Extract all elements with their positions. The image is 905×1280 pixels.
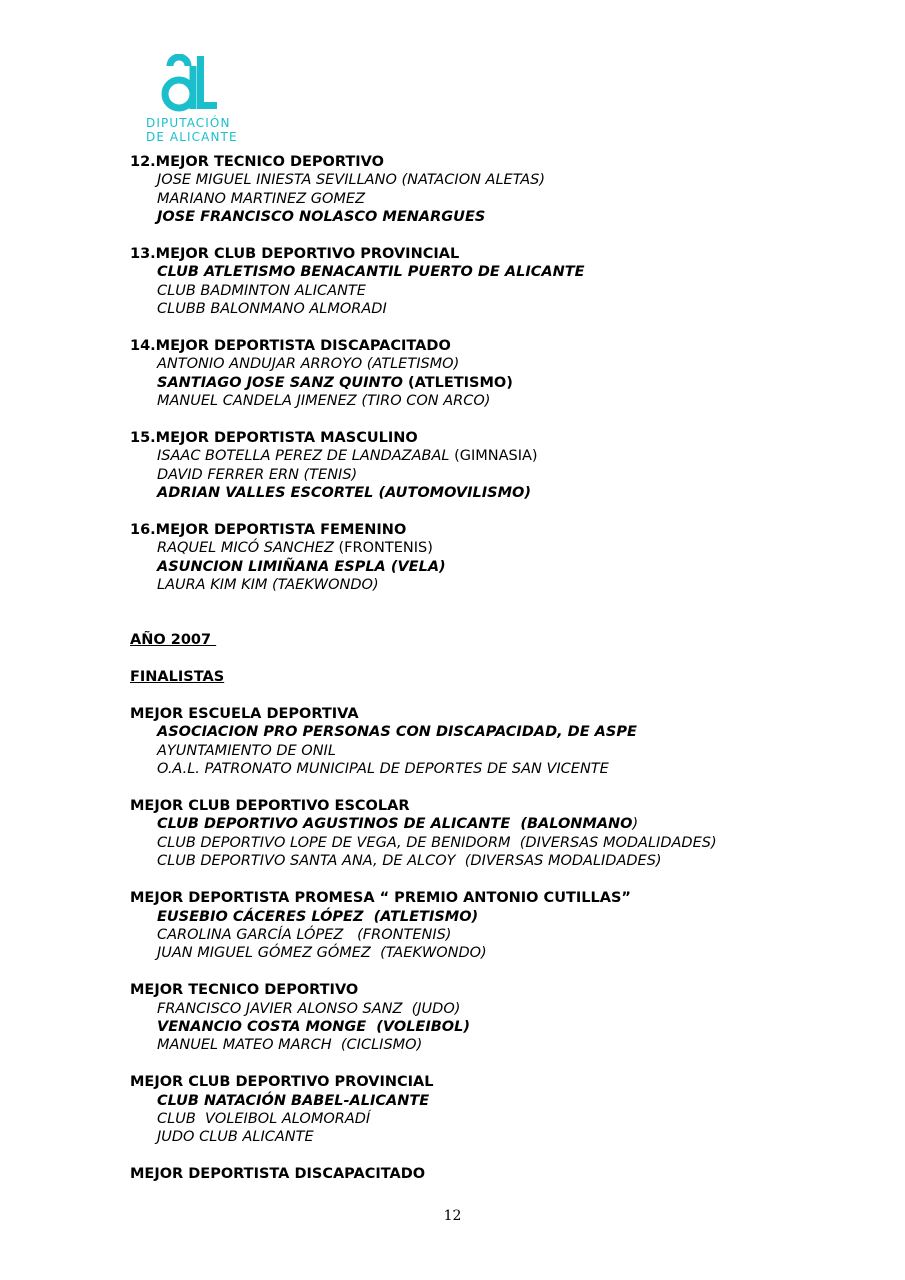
nominee-discipline: (FRONTENIS) — [333, 540, 433, 557]
nominee: LAURA KIM KIM (TAEKWONDO) — [157, 577, 379, 594]
nominee: MARIANO MARTINEZ GOMEZ — [157, 190, 366, 207]
category-heading: 12.MEJOR TECNICO DEPORTIVO — [130, 154, 384, 170]
category-heading: MEJOR CLUB DEPORTIVO ESCOLAR — [130, 798, 410, 815]
year-heading: AÑO 2007 — [130, 632, 217, 649]
nominee-discipline: (ATLETISMO) — [402, 374, 513, 391]
category-section — [130, 337, 870, 411]
category-section — [130, 1073, 870, 1147]
nominee-name: RAQUEL MICÓ SANCHEZ — [157, 540, 334, 557]
category-heading: MEJOR ESCUELA DEPORTIVA — [130, 706, 359, 723]
nominee: FRANCISCO JAVIER ALONSO SANZ (JUDO) — [157, 1000, 461, 1017]
nominee-winner: ADRIAN VALLES ESCORTEL (AUTOMOVILISMO) — [157, 485, 531, 502]
nominee-winner: ASOCIACION PRO PERSONAS CON DISCAPACIDAD, DE ASPE — [157, 724, 637, 741]
spacer — [130, 613, 870, 631]
nominee: JUDO CLUB ALICANTE — [157, 1129, 314, 1146]
category-heading: 13.MEJOR CLUB DEPORTIVO PROVINCIAL — [130, 246, 460, 263]
page-number: 12 — [443, 1208, 462, 1224]
category-heading: 16.MEJOR DEPORTISTA FEMENINO — [130, 522, 407, 539]
category-section — [130, 245, 870, 319]
nominee-winner — [130, 374, 870, 392]
nominee: MANUEL CANDELA JIMENEZ (TIRO CON ARCO) — [157, 393, 491, 410]
nominee-winner: CLUB ATLETISMO BENACANTIL PUERTO DE ALICANTE — [157, 264, 585, 281]
nominee: CLUB DEPORTIVO SANTA ANA, DE ALCOY (DIVERSAS MODALIDADES) — [157, 853, 662, 870]
nominee: CAROLINA GARCÍA LÓPEZ (FRONTENIS) — [157, 926, 452, 943]
nominee: ANTONIO ANDUJAR ARROYO (ATLETISMO) — [157, 356, 460, 373]
header-logo — [146, 54, 246, 144]
nominee: CLUB DEPORTIVO LOPE DE VEGA, DE BENIDORM (DIVERSAS MODALIDADES) — [157, 834, 717, 851]
nominee-winner: ASUNCION LIMIÑANA ESPLA (VELA) — [157, 558, 446, 575]
logo-text-line-1: DIPUTACIÓN — [146, 116, 231, 130]
nominee: DAVID FERRER ERN (TENIS) — [157, 466, 358, 483]
category-section — [130, 705, 870, 779]
nominee-winner: CLUB NATACIÓN BABEL-ALICANTE — [157, 1092, 430, 1109]
category-heading: MEJOR CLUB DEPORTIVO PROVINCIAL — [130, 1074, 434, 1091]
nominee: JOSE MIGUEL INIESTA SEVILLANO (NATACION ALETAS) — [157, 172, 546, 189]
nominee-name: ISAAC BOTELLA PEREZ DE LANDAZABAL — [157, 448, 450, 465]
nominee-name: CLUB DEPORTIVO AGUSTINOS DE ALICANTE (BALONMANO — [157, 816, 633, 833]
document-body — [130, 153, 870, 1184]
nominee: CLUBB BALONMANO ALMORADI — [157, 301, 387, 318]
nominee-name: SANTIAGO JOSE SANZ QUINTO — [157, 374, 403, 391]
category-section — [130, 797, 870, 871]
nominee: AYUNTAMIENTO DE ONIL — [157, 742, 336, 759]
nominee-winner: VENANCIO COSTA MONGE (VOLEIBOL) — [157, 1018, 470, 1035]
category-heading: 14.MEJOR DEPORTISTA DISCAPACITADO — [130, 338, 451, 355]
category-heading: MEJOR TECNICO DEPORTIVO — [130, 982, 359, 999]
category-heading: MEJOR DEPORTISTA PROMESA “ PREMIO ANTONIO CUTILLAS” — [130, 890, 631, 907]
category-section — [130, 521, 870, 595]
nominee-winner: JOSE FRANCISCO NOLASCO MENARGUES — [157, 209, 486, 226]
nominee: CLUB BADMINTON ALICANTE — [157, 282, 366, 299]
nominee: MANUEL MATEO MARCH (CICLISMO) — [157, 1037, 423, 1054]
category-section — [130, 153, 870, 227]
category-heading: MEJOR DEPORTISTA DISCAPACITADO — [130, 1166, 426, 1183]
closing-parenthesis: ) — [632, 816, 639, 833]
nominee — [130, 447, 870, 465]
finalists-heading-block — [130, 668, 870, 686]
diputacion-alicante-al-logo-icon — [160, 54, 220, 116]
category-heading: 15.MEJOR DEPORTISTA MASCULINO — [130, 430, 418, 447]
nominee-winner — [130, 815, 870, 833]
nominee: CLUB VOLEIBOL ALOMORADÍ — [157, 1110, 371, 1127]
nominee — [130, 539, 870, 557]
nominee: O.A.L. PATRONATO MUNICIPAL DE DEPORTES DE SAN VICENTE — [157, 761, 609, 778]
category-section — [130, 889, 870, 963]
logo-text-line-2: DE ALICANTE — [146, 130, 238, 144]
category-section — [130, 429, 870, 503]
year-heading-block — [130, 631, 870, 649]
nominee-discipline: (GIMNASIA) — [449, 448, 538, 465]
nominee-winner: EUSEBIO CÁCERES LÓPEZ (ATLETISMO) — [157, 908, 479, 925]
nominee: JUAN MIGUEL GÓMEZ GÓMEZ (TAEKWONDO) — [157, 945, 487, 962]
finalists-heading: FINALISTAS — [130, 669, 225, 686]
category-section — [130, 981, 870, 1055]
